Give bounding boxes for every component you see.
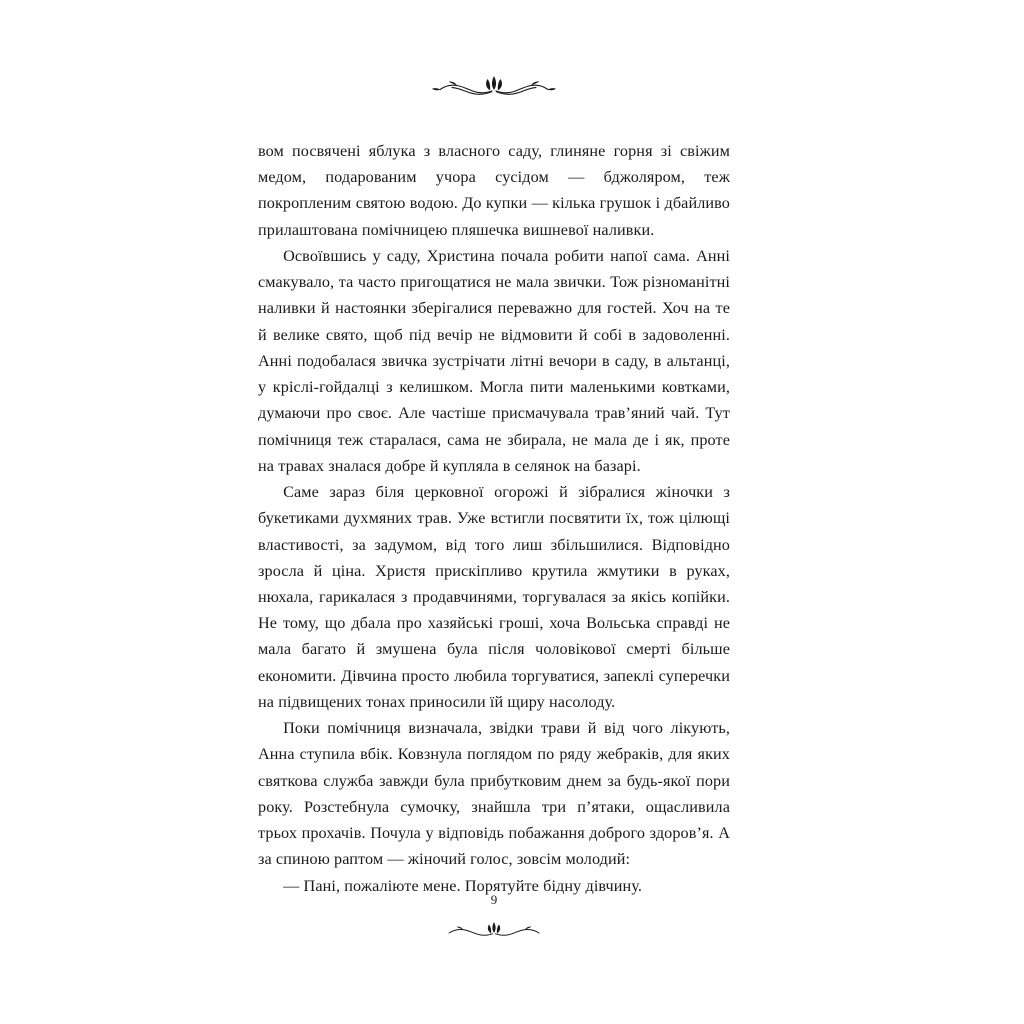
body-text: [258, 138, 730, 899]
page-number: 9: [490, 892, 498, 907]
paragraph: Поки помічниця визначала, звідки трави й від чого лікують, Анна ступила вбік. Ковзнула поглядом по ряду жебраків, для яких святкова служба завжди була прибутковим днем за будь-якої пори року. Розстебнула сумочку, знайшла три п’ятаки, ощасливила трьох прохачів. Почула у відповідь побажання доброго здоров’я. А за спиною раптом — жіночий голос, зовсім молодий:: [258, 719, 730, 869]
paragraph: Освоївшись у саду, Христина почала робити напої сама. Анні смакувало, та часто пригощатися не мала звички. Тож різноманітні наливки й настоянки зберігалися переважно для гостей. Хоч на те й велике свято, щоб під вечір не відмовити й собі в задоволенні. Анні подобалася звичка зустрічати літні вечори в саду, в альтанці, у кріслі-гойдалці з келишком. Могла пити маленькими ковтками, думаючи про своє. Але частіше присмачувала трав’яний чай. Тут помічниця теж старалася, сама не збирала, не мала де і як, проте на травах зналася добре й купляла в селянок на базарі.: [258, 246, 730, 475]
paragraph: вом посвячені яблука з власного саду, глиняне горня зі свіжим медом, подарованим учора сусідом — бджоляром, теж покропленим святою водою. До купки — кілька грушок і дбайливо прилаштована помічницею пляшечка вишневої наливки.: [258, 142, 730, 239]
leaf-flourish-ornament-small: [258, 919, 730, 941]
page-content: [258, 70, 730, 899]
paragraph: — Пані, пожаліюте мене. Порятуйте бідну дівчину.: [283, 876, 643, 895]
page-footer: [258, 893, 730, 941]
leaf-flourish-ornament: [258, 70, 730, 100]
paragraph: Саме зараз біля церковної огорожі й зібралися жіночки з букетиками духмяних трав. Уже встигли посвятити їх, тож цілющі властивості, за задумом, від того лиш збільшилися. Відповідно зросла й ціна. Христя прискіпливо крутила жмутики в руках, нюхала, гарикалася з продавчинями, торгувалася за якісь копійки. Не тому, що дбала про хазяйські гроші, хоча Вольська справді не мала багато й змушена була після чоловікової смерті більше економити. Дівчина просто любила торгуватися, запеклі суперечки на підвищених тонах приносили їй щиру насолоду.: [258, 483, 730, 711]
